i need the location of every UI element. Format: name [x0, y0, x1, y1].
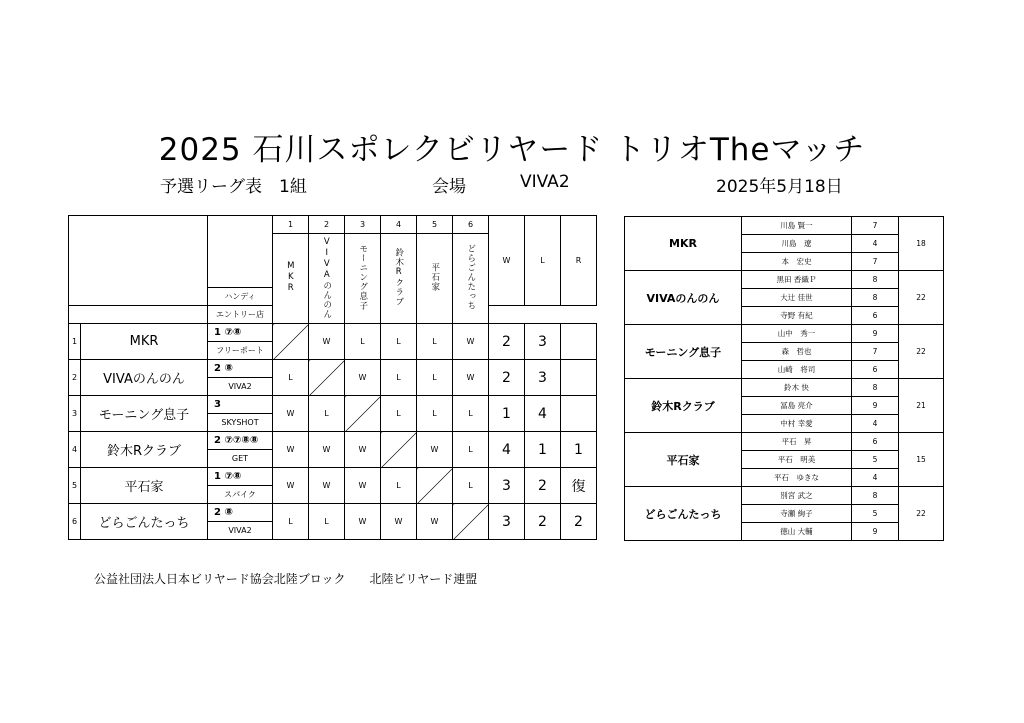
match-result: W	[273, 396, 309, 432]
col-team-name	[309, 234, 345, 324]
team-name: モーニング息子	[81, 396, 208, 432]
wins-count: 3	[489, 504, 525, 540]
player-name: 寺瀬 絢子	[742, 505, 852, 523]
col-number: 3	[345, 216, 381, 234]
col-number: 5	[417, 216, 453, 234]
match-result: L	[417, 324, 453, 360]
team-handicap: 2 ⑧	[208, 504, 273, 522]
footer-organizers: 公益社団法人日本ビリヤード協会北陸ブロック 北陸ビリヤード連盟	[94, 572, 478, 586]
team-handicap: 3	[208, 396, 273, 414]
player-handicap: 6	[852, 361, 899, 379]
player-name: 平石 明美	[742, 451, 852, 469]
match-result: L	[453, 396, 489, 432]
match-result: L	[381, 360, 417, 396]
self-match-cell	[273, 324, 309, 360]
rank-value: 復	[561, 468, 597, 504]
stat-header-l: L	[525, 216, 561, 306]
player-handicap: 8	[852, 487, 899, 505]
wins-count: 4	[489, 432, 525, 468]
entry-shop: スパイク	[208, 486, 273, 504]
team-name: 平石家	[81, 468, 208, 504]
header-blank-2	[208, 216, 273, 288]
team-handicap: 2 ⑦⑦⑧⑧	[208, 432, 273, 450]
match-result: L	[381, 396, 417, 432]
losses-count: 1	[525, 432, 561, 468]
match-result: W	[417, 432, 453, 468]
player-name: 森 哲也	[742, 343, 852, 361]
col-team-label: MKR	[285, 261, 296, 294]
roster-team-name: VIVAのんのん	[625, 271, 742, 325]
roster-team-name: 平石家	[625, 433, 742, 487]
wins-count: 2	[489, 360, 525, 396]
player-handicap: 5	[852, 505, 899, 523]
player-handicap: 6	[852, 307, 899, 325]
player-name: 徳山 大輔	[742, 523, 852, 541]
match-result: L	[309, 396, 345, 432]
roster-team-name: MKR	[625, 217, 742, 271]
col-team-name	[273, 234, 309, 324]
player-name: 川島 賢一	[742, 217, 852, 235]
player-name: 川島 遼	[742, 235, 852, 253]
player-name: 本 宏史	[742, 253, 852, 271]
col-team-name	[453, 234, 489, 324]
player-handicap: 8	[852, 289, 899, 307]
losses-count: 2	[525, 504, 561, 540]
player-name: 大辻 佳世	[742, 289, 852, 307]
player-handicap: 8	[852, 379, 899, 397]
col-number: 4	[381, 216, 417, 234]
player-name: 山中 秀一	[742, 325, 852, 343]
match-result: W	[345, 468, 381, 504]
stat-header-r: R	[561, 216, 597, 306]
match-result: L	[417, 396, 453, 432]
player-name: 寺野 有紀	[742, 307, 852, 325]
player-name: 黒田 香織Ｐ	[742, 271, 852, 289]
col-team-name	[417, 234, 453, 324]
match-result: W	[309, 324, 345, 360]
match-result: W	[345, 432, 381, 468]
col-number: 1	[273, 216, 309, 234]
wins-count: 1	[489, 396, 525, 432]
col-number: 2	[309, 216, 345, 234]
row-number: 6	[69, 504, 81, 540]
roster-team-name: 鈴木Rクラブ	[625, 379, 742, 433]
match-result: L	[345, 324, 381, 360]
match-result: W	[381, 504, 417, 540]
event-date: 2025年5月18日	[716, 177, 843, 197]
match-result: W	[345, 504, 381, 540]
player-handicap: 6	[852, 433, 899, 451]
match-result: W	[453, 324, 489, 360]
self-match-cell	[345, 396, 381, 432]
self-match-cell	[381, 432, 417, 468]
league-table	[68, 215, 597, 540]
player-handicap: 5	[852, 451, 899, 469]
player-name: 冨島 亮介	[742, 397, 852, 415]
team-total-handicap: 22	[899, 271, 944, 325]
player-handicap: 4	[852, 235, 899, 253]
match-result: L	[417, 360, 453, 396]
player-name: 平石 昇	[742, 433, 852, 451]
self-match-cell	[453, 504, 489, 540]
header-blank-3	[69, 306, 208, 324]
player-handicap: 7	[852, 217, 899, 235]
row-number: 5	[69, 468, 81, 504]
team-total-handicap: 18	[899, 217, 944, 271]
team-total-handicap: 15	[899, 433, 944, 487]
col-team-label: VIVAのんのん	[321, 236, 332, 319]
self-match-cell	[309, 360, 345, 396]
header-blank	[69, 216, 208, 306]
col-team-name	[381, 234, 417, 324]
match-result: L	[309, 504, 345, 540]
entry-shop: VIVA2	[208, 522, 273, 540]
team-total-handicap: 21	[899, 379, 944, 433]
team-name: 鈴木Rクラブ	[81, 432, 208, 468]
player-handicap: 4	[852, 415, 899, 433]
team-total-handicap: 22	[899, 325, 944, 379]
row-number: 3	[69, 396, 81, 432]
wins-count: 2	[489, 324, 525, 360]
group-label: 予選リーグ表 1組	[160, 177, 307, 197]
row-number: 2	[69, 360, 81, 396]
match-result: L	[273, 504, 309, 540]
player-handicap: 8	[852, 271, 899, 289]
stat-header-w: W	[489, 216, 525, 306]
entry-shop: SKYSHOT	[208, 414, 273, 432]
losses-count: 4	[525, 396, 561, 432]
match-result: W	[345, 360, 381, 396]
col-team-label: 平石家	[429, 263, 440, 292]
team-handicap: 2 ⑧	[208, 360, 273, 378]
losses-count: 3	[525, 360, 561, 396]
match-result: W	[309, 432, 345, 468]
entry-shop: フリーポート	[208, 342, 273, 360]
col-team-label: どらごんたっち	[465, 244, 476, 311]
rank-value: 1	[561, 432, 597, 468]
team-name: MKR	[81, 324, 208, 360]
player-handicap: 7	[852, 343, 899, 361]
team-name: どらごんたっち	[81, 504, 208, 540]
player-handicap: 4	[852, 469, 899, 487]
entry-shop: GET	[208, 450, 273, 468]
losses-count: 2	[525, 468, 561, 504]
team-handicap: 1 ⑦⑧	[208, 324, 273, 342]
rank-value: 2	[561, 504, 597, 540]
row-number: 4	[69, 432, 81, 468]
rank-value	[561, 360, 597, 396]
player-name: 山崎 将司	[742, 361, 852, 379]
venue-label: 会場	[432, 177, 466, 197]
player-handicap: 9	[852, 397, 899, 415]
col-team-name	[345, 234, 381, 324]
match-result: L	[273, 360, 309, 396]
roster-team-name: モーニング息子	[625, 325, 742, 379]
col-team-label: 鈴木Rクラブ	[393, 248, 404, 307]
player-handicap: 9	[852, 325, 899, 343]
roster-table	[624, 216, 944, 541]
match-result: W	[309, 468, 345, 504]
match-result: L	[381, 468, 417, 504]
match-result: W	[273, 468, 309, 504]
entry-shop: VIVA2	[208, 378, 273, 396]
player-name: 中村 幸愛	[742, 415, 852, 433]
match-result: L	[453, 432, 489, 468]
wins-count: 3	[489, 468, 525, 504]
roster-team-name: どらごんたっち	[625, 487, 742, 541]
team-handicap: 1 ⑦⑧	[208, 468, 273, 486]
venue-value: VIVA2	[520, 172, 570, 192]
player-handicap: 9	[852, 523, 899, 541]
rank-value	[561, 324, 597, 360]
page-title: 2025 石川スポレクビリヤード トリオTheマッチ	[158, 132, 866, 168]
row-number: 1	[69, 324, 81, 360]
team-total-handicap: 22	[899, 487, 944, 541]
player-name: 平石 ゆきな	[742, 469, 852, 487]
shop-header: エントリー店	[208, 306, 273, 324]
match-result: W	[453, 360, 489, 396]
handicap-header: ハンディ	[208, 288, 273, 306]
col-team-label: モーニング息子	[357, 244, 368, 311]
player-handicap: 7	[852, 253, 899, 271]
match-result: L	[381, 324, 417, 360]
match-result: W	[417, 504, 453, 540]
losses-count: 3	[525, 324, 561, 360]
rank-value	[561, 396, 597, 432]
self-match-cell	[417, 468, 453, 504]
match-result: L	[453, 468, 489, 504]
match-result: W	[273, 432, 309, 468]
team-name: VIVAのんのん	[81, 360, 208, 396]
col-number: 6	[453, 216, 489, 234]
player-name: 鈴木 快	[742, 379, 852, 397]
player-name: 別宮 武之	[742, 487, 852, 505]
